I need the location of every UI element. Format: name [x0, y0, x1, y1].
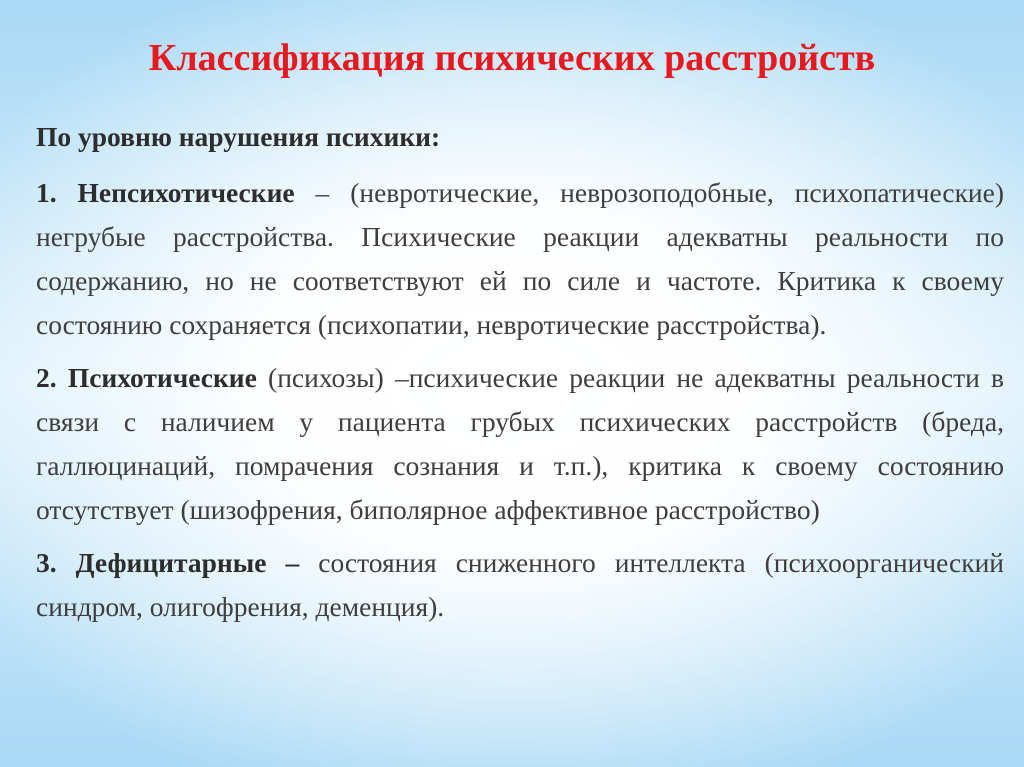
item-term: Дефицитарные –	[75, 547, 300, 578]
slide-title: Классификация психических расстройств	[148, 37, 876, 79]
list-item-1	[36, 171, 1004, 347]
item-term: Психотические	[67, 362, 257, 393]
subheading: По уровню нарушения психики:	[36, 121, 441, 152]
item-text: (невротические, неврозоподобные, психопатические) негрубые расстройства. Психические реакции адекватны реальности по содержанию, но не соответствуют ей по силе и частоте. Критика к своему состоянию сохраняется (психопатии, невротические расстройства).	[36, 177, 1005, 340]
list-item-2	[36, 356, 1004, 532]
list-item-3	[36, 541, 1004, 629]
item-number: 1.	[36, 177, 57, 208]
item-term: Непсихотические	[77, 177, 295, 208]
item-text: (психозы) –психические реакции не адекватны реальности в связи с наличием у пациента грубых психических расстройств (бреда, галлюцинаций, помрачения сознания и т.п.), критика к своему состоянию отсутствует (шизофрения, биполярное аффективное расстройство)	[36, 362, 1005, 525]
item-number: 3.	[36, 547, 57, 578]
item-separator: –	[294, 177, 351, 208]
item-text: состояния сниженного интеллекта (психоорганический синдром, олигофрения, деменция).	[36, 547, 1005, 622]
item-separator	[299, 547, 318, 578]
slide-content	[36, 115, 1004, 638]
item-separator	[257, 362, 268, 393]
item-number: 2.	[36, 362, 57, 393]
